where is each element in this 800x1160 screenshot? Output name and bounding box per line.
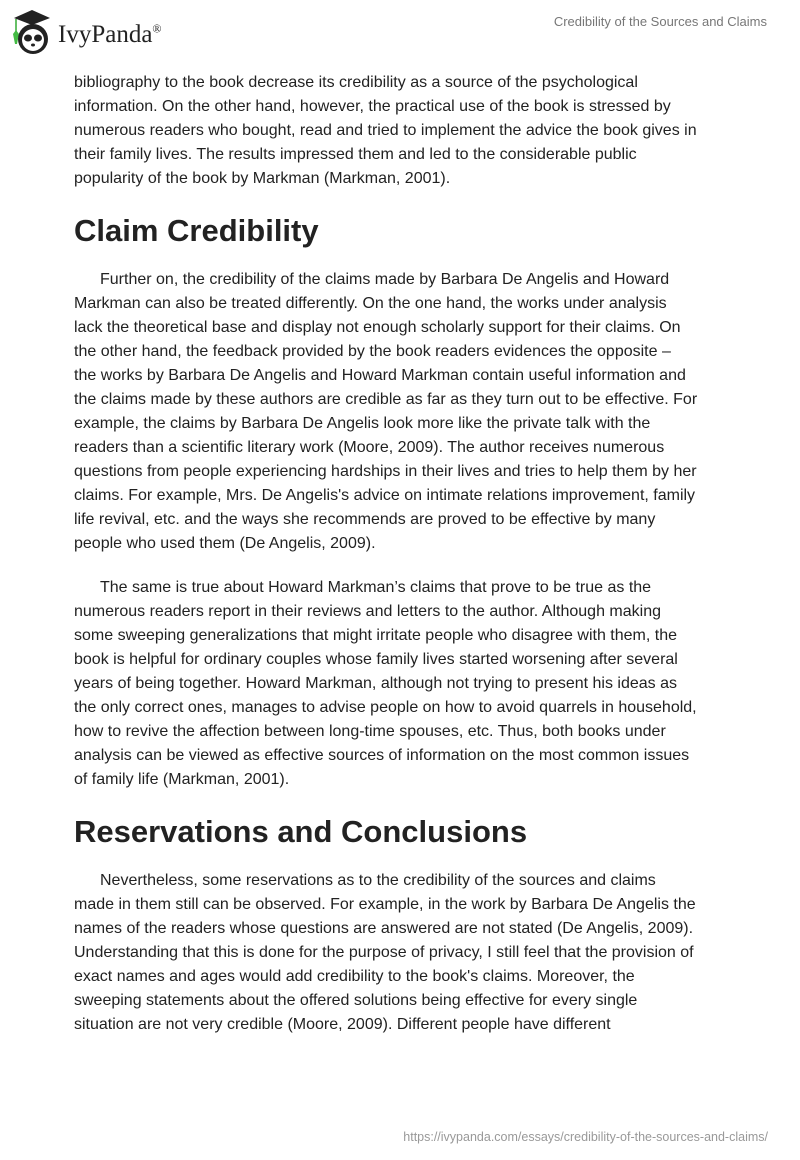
text-line: years of being together. Howard Markman, although not trying to present his ideas as <box>74 675 678 692</box>
text-line: claims. For example, Mrs. De Angelis's advice on intimate relations improvement, family <box>74 487 696 504</box>
text-line: the other hand, the feedback provided by the book readers evidences the opposite – <box>74 343 671 360</box>
paragraph <box>74 869 734 1037</box>
text-line: sweeping statements about the offered solutions being effective for every single <box>74 992 638 1009</box>
text-line: made in them still can be observed. For example, in the work by Barbara De Angelis the <box>74 896 696 913</box>
brand-text: IvyPanda <box>58 21 153 48</box>
text-line: how to revive the affection between long-time spouses, etc. Thus, both books under <box>74 723 666 740</box>
header <box>0 0 800 60</box>
text-line: Further on, the credibility of the claims made by Barbara De Angelis and Howard <box>100 271 670 288</box>
text-line: Understanding that this is done for the purpose of privacy, I still feel that the provision of <box>74 944 694 961</box>
text-line: Markman can also be treated differently. On the one hand, the works under analysis <box>74 295 667 312</box>
text-line: the only correct ones, manages to advise people on how to avoid quarrels in household, <box>74 699 697 716</box>
text-line: book is helpful for ordinary couples whose family lives started worsening after several <box>74 651 678 668</box>
text-line: information. On the other hand, however, the practical use of the book is stressed by <box>74 98 671 115</box>
text-line: bibliography to the book decrease its credibility as a source of the psychological <box>74 74 638 91</box>
text-line: some sweeping generalizations that might irritate people who disagree with them, the <box>74 627 677 644</box>
essay-content <box>74 71 734 1057</box>
text-line: names of the readers whose questions are answered are not stated (De Angelis, 2009). <box>74 920 694 937</box>
section-heading: Reservations and Conclusions <box>74 814 528 849</box>
text-line: Nevertheless, some reservations as to the credibility of the sources and claims <box>100 872 656 889</box>
text-line: lack the theoretical base and display not enough scholarly support for their claims. On <box>74 319 681 336</box>
paragraph <box>74 71 734 191</box>
text-line: exact names and ages would add credibility to the book's claims. Moreover, the <box>74 968 635 985</box>
text-line: the claims made by these authors are credible as far as they turn out to be effective. For <box>74 391 698 408</box>
text-line: numerous readers report in their reviews and letters to the author. Although making <box>74 603 661 620</box>
text-line: the works by Barbara De Angelis and Howard Markman contain useful information and <box>74 367 686 384</box>
text-line: analysis can be viewed as effective sources of information on the most common issues <box>74 747 690 764</box>
paragraph <box>74 576 734 792</box>
text-line: example, the claims by Barbara De Angelis look more like the private talk with the <box>74 415 651 432</box>
text-line: of family life (Markman, 2001). <box>74 771 290 788</box>
text-line: people who used them (De Angelis, 2009). <box>74 535 376 552</box>
text-line: their family lives. The results impressed them and led to the considerable public <box>74 146 637 163</box>
paragraph <box>74 268 734 556</box>
text-line: life revival, etc. and the ways she recommends are proved to be effective by many <box>74 511 656 528</box>
section-heading: Claim Credibility <box>74 213 319 248</box>
text-line: The same is true about Howard Markman’s claims that prove to be true as the <box>100 579 652 596</box>
text-line: situation are not very credible (Moore, 2009). Different people have different <box>74 1016 611 1033</box>
document-title: Credibility of the Sources and Claims <box>553 14 767 29</box>
ivypanda-logo[interactable] <box>12 8 162 56</box>
text-line: readers than a scientific literary work (Moore, 2009). The author receives numerous <box>74 439 665 456</box>
brand-name <box>58 21 162 49</box>
registered-mark: ® <box>152 21 162 36</box>
text-line: questions from people experiencing hardships in their lives and tries to help them by her <box>74 463 697 480</box>
text-line: popularity of the book by Markman (Markman, 2001). <box>74 170 451 187</box>
page-url[interactable]: https://ivypanda.com/essays/credibility-of-the-sources-and-claims/ <box>403 1130 768 1144</box>
panda-graduate-icon <box>12 8 52 56</box>
text-line: numerous readers who bought, read and tried to implement the advice the book gives in <box>74 122 697 139</box>
